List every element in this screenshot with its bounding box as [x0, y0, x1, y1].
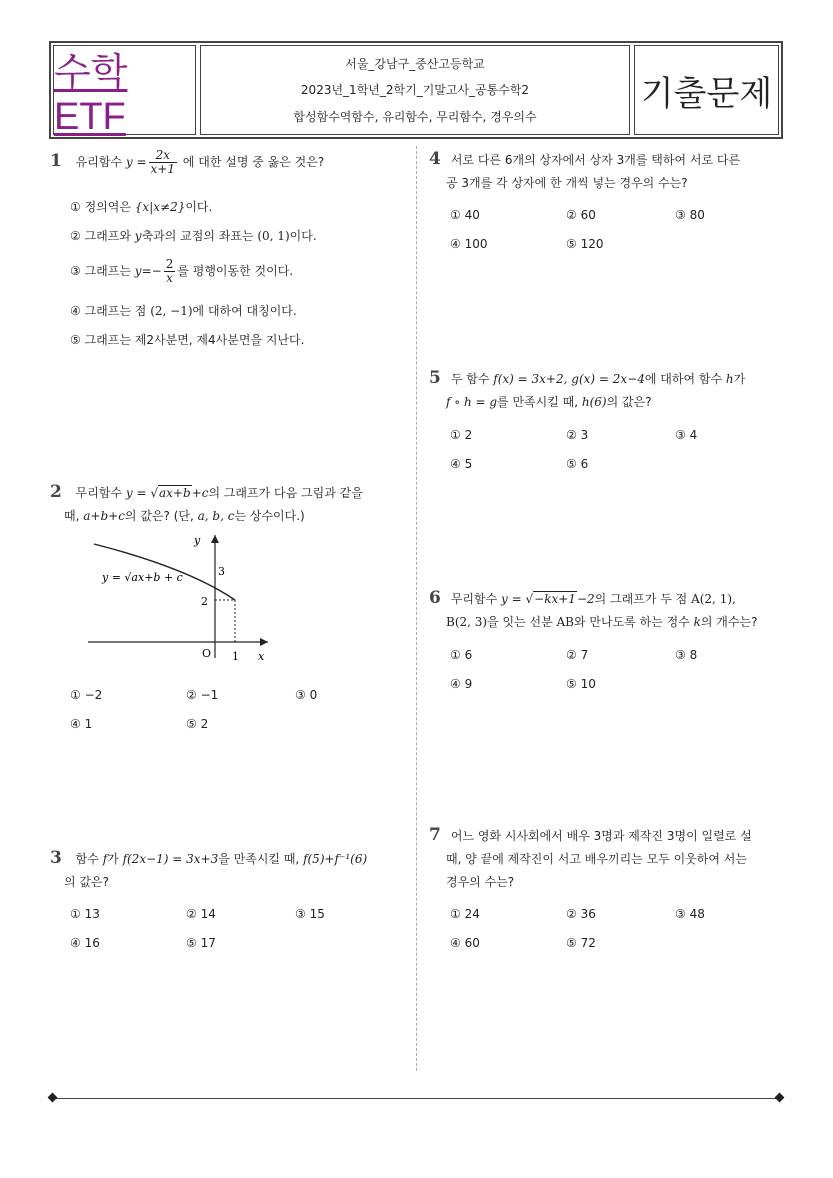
- question-4-line2: 공 3개를 각 상자에 한 개씩 넣는 경우의 수는?: [446, 176, 688, 190]
- header-info: [200, 45, 630, 135]
- q2-post: 의 그래프가 다음 그림과 같을: [208, 486, 363, 500]
- question-5-line2: f ∘ h = g를 만족시킬 때, h(6)의 값은?: [446, 395, 652, 409]
- q5-choice-1[interactable]: ① 2: [450, 428, 473, 442]
- footer-diamond-right: [775, 1093, 785, 1103]
- q3-choice-3[interactable]: ③ 15: [295, 907, 325, 921]
- q5-choice-5[interactable]: ⑤ 6: [566, 457, 589, 471]
- graph-tick-2: 2: [201, 595, 208, 608]
- q1-eq: y = $\frac{2x}{x+1}$: [125, 148, 175, 176]
- q1-choice-3[interactable]: ③ 그래프는 y=− $\frac{2}{x}$ 를 평행이동한 것이다.: [70, 257, 294, 285]
- q1-choice-1[interactable]: ① 정의역은 {x|x≠2}이다.: [70, 200, 213, 214]
- q2-graph: [88, 530, 278, 665]
- question-4: 4 서로 다른 6개의 상자에서 상자 3개를 택하여 서로 다른: [429, 149, 741, 169]
- question-number: 6: [429, 588, 441, 608]
- question-7-line3: 경우의 수는?: [446, 875, 515, 889]
- q3-choice-2[interactable]: ② 14: [186, 907, 216, 921]
- question-3-line2: 의 값은?: [64, 875, 109, 889]
- graph-tick-3: 3: [218, 565, 225, 578]
- q7-choice-1[interactable]: ① 24: [450, 907, 480, 921]
- q4-choice-2[interactable]: ② 60: [566, 208, 596, 222]
- q3-choice-4[interactable]: ④ 16: [70, 936, 100, 950]
- q7-choice-2[interactable]: ② 36: [566, 907, 596, 921]
- doc-type: 기출문제: [640, 73, 773, 114]
- q5-choice-3[interactable]: ③ 4: [675, 428, 698, 442]
- logo: [53, 45, 196, 138]
- q2-choice-1[interactable]: ① −2: [70, 688, 103, 702]
- column-divider: [416, 146, 417, 1071]
- footer-diamond-left: [48, 1093, 58, 1103]
- q4-choice-5[interactable]: ⑤ 120: [566, 237, 604, 251]
- page-header: [49, 41, 783, 139]
- q1-pre: 유리함수: [75, 155, 123, 169]
- graph-curve-label: y = √ax+b + c: [102, 571, 183, 584]
- q3-choice-5[interactable]: ⑤ 17: [186, 936, 216, 950]
- question-number: 4: [429, 149, 441, 169]
- q1-choice-5[interactable]: ⑤ 그래프는 제2사분면, 제4사분면을 지난다.: [70, 333, 305, 347]
- question-7-line2: 때, 양 끝에 제작진이 서고 배우끼리는 모두 이웃하여 서는: [446, 852, 747, 866]
- question-1: [50, 148, 324, 176]
- question-2-line2: 때, a+b+c의 값은? (단, a, b, c는 상수이다.): [64, 509, 305, 523]
- question-5: 5 두 함수 f(x) = 3x+2, g(x) = 2x−4에 대하여 함수 h가: [429, 368, 746, 388]
- graph-x-label: x: [258, 650, 265, 663]
- question-number: 1: [50, 151, 62, 171]
- question-6-line2: B(2, 3)을 잇는 선분 AB와 만나도록 하는 정수 k의 개수는?: [446, 615, 758, 629]
- q5-choice-2[interactable]: ② 3: [566, 428, 589, 442]
- q2-eq: y = √ax+b+c: [125, 486, 209, 500]
- question-number: 3: [50, 848, 62, 868]
- school-name: 서울_강남구_중산고등학교: [345, 56, 485, 71]
- question-7: 7 어느 영화 시사회에서 배우 3명과 제작진 3명이 일렬로 설: [429, 825, 752, 845]
- q1-choice-2[interactable]: ② 그래프와 y축과의 교점의 좌표는 (0, 1)이다.: [70, 229, 317, 243]
- header-right: [634, 45, 779, 135]
- q6-choice-1[interactable]: ① 6: [450, 648, 473, 662]
- q7-choice-4[interactable]: ④ 60: [450, 936, 480, 950]
- graph-tick-1: 1: [232, 650, 239, 663]
- question-number: 5: [429, 368, 441, 388]
- q4-choice-3[interactable]: ③ 80: [675, 208, 705, 222]
- q4-choice-1[interactable]: ① 40: [450, 208, 480, 222]
- q6-choice-3[interactable]: ③ 8: [675, 648, 698, 662]
- q1-post: 에 대한 설명 중 옳은 것은?: [182, 155, 325, 169]
- q2-pre: 무리함수: [75, 486, 123, 500]
- exam-topics: 합성함수역함수, 유리함수, 무리함수, 경우의수: [293, 110, 537, 125]
- q7-choice-5[interactable]: ⑤ 72: [566, 936, 596, 950]
- q2-choice-4[interactable]: ④ 1: [70, 717, 93, 731]
- question-2: [50, 479, 363, 506]
- q1-choice-4[interactable]: ④ 그래프는 점 (2, −1)에 대하여 대칭이다.: [70, 304, 297, 318]
- question-6: 6 무리함수 y = √−kx+1−2의 그래프가 두 점 A(2, 1),: [429, 588, 736, 608]
- q3-choice-1[interactable]: ① 13: [70, 907, 100, 921]
- graph-y-label: y: [194, 534, 201, 547]
- exam-name: 2023년_1학년_2학기_기말고사_공통수학2: [300, 83, 530, 98]
- q6-choice-5[interactable]: ⑤ 10: [566, 677, 596, 691]
- q2-choice-3[interactable]: ③ 0: [295, 688, 318, 702]
- q2-choice-2[interactable]: ② −1: [186, 688, 219, 702]
- footer-rule: [52, 1098, 780, 1099]
- q6-choice-4[interactable]: ④ 9: [450, 677, 473, 691]
- question-number: 2: [50, 482, 62, 502]
- question-number: 7: [429, 825, 441, 845]
- q2-choice-5[interactable]: ⑤ 2: [186, 717, 209, 731]
- q5-choice-4[interactable]: ④ 5: [450, 457, 473, 471]
- question-3: 3 함수 f가 f(2x−1) = 3x+3을 만족시킬 때, f(5)+f⁻¹(6): [50, 848, 368, 868]
- logo-text: 수학ETF: [54, 52, 128, 138]
- graph-origin: O: [202, 647, 212, 660]
- q4-choice-4[interactable]: ④ 100: [450, 237, 488, 251]
- q6-choice-2[interactable]: ② 7: [566, 648, 589, 662]
- q7-choice-3[interactable]: ③ 48: [675, 907, 705, 921]
